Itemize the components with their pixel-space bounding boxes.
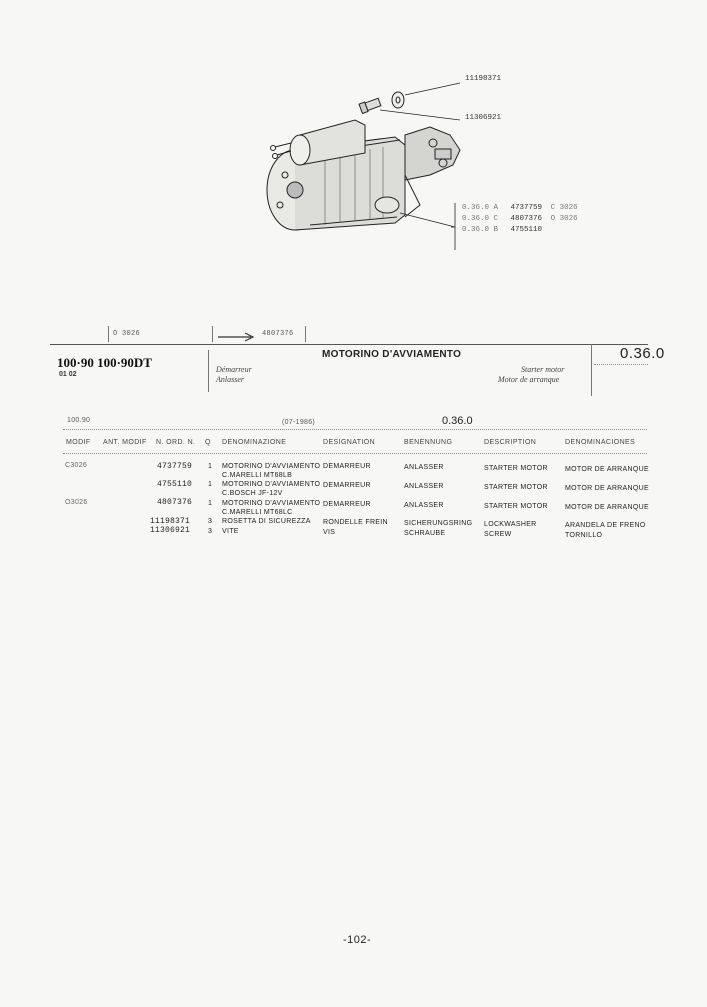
col-german: BENENNUNG bbox=[404, 439, 453, 446]
col-english: DESCRIPTION bbox=[484, 439, 537, 446]
row-french: DEMARREUR bbox=[323, 501, 371, 508]
row-italian: MOTORINO D'AVVIAMENTO bbox=[222, 463, 321, 470]
header-underline bbox=[63, 453, 647, 454]
row-french: RONDELLE FREIN bbox=[323, 519, 388, 526]
row-english: SCREW bbox=[484, 531, 512, 538]
row-italian-note: C.BOSCH JF-12V bbox=[222, 490, 283, 497]
col-spanish: DENOMINACIONES bbox=[565, 439, 636, 446]
row-german: SCHRAUBE bbox=[404, 530, 446, 537]
row-english: STARTER MOTOR bbox=[484, 503, 548, 510]
model-variants: 01 02 bbox=[59, 371, 77, 378]
strip-divider bbox=[108, 326, 109, 342]
modif-ref: O 3026 bbox=[113, 330, 141, 338]
row-modif: C3026 bbox=[65, 462, 88, 469]
header-rule bbox=[594, 364, 648, 365]
col-qty: Q bbox=[205, 439, 211, 446]
drawing-ref-row bbox=[462, 215, 578, 226]
ref-code: 0.36.0 B bbox=[462, 226, 499, 234]
col-ord-num: N. ORD. N. bbox=[156, 439, 196, 446]
ref-modif: O 3026 bbox=[550, 215, 578, 223]
title-german: Anlasser bbox=[216, 375, 244, 384]
row-italian-note: C.MARELLI MT68LC bbox=[222, 509, 293, 516]
row-french: VIS bbox=[323, 529, 336, 536]
sub-section: 0.36.0 bbox=[442, 415, 473, 427]
sub-model: 100.90 bbox=[67, 417, 91, 424]
row-italian-note: C.MARELLI MT68LB bbox=[222, 472, 293, 479]
sub-date: (07-1986) bbox=[282, 419, 316, 426]
row-spanish: ARANDELA DE FRENO bbox=[565, 522, 646, 529]
title-french: Démarreur bbox=[216, 365, 252, 374]
row-spanish: TORNILLO bbox=[565, 532, 603, 539]
row-italian: ROSETTA DI SICUREZZA bbox=[222, 518, 311, 525]
row-spanish: MOTOR DE ARRANQUE bbox=[565, 466, 649, 473]
row-qty: 1 bbox=[208, 500, 213, 507]
section-number: 0.36.0 bbox=[620, 345, 665, 362]
row-qty: 3 bbox=[208, 518, 213, 525]
ref-code: 0.36.0 A bbox=[462, 204, 499, 212]
ref-part: 4755110 bbox=[510, 226, 543, 234]
strip-divider bbox=[305, 326, 306, 342]
sub-rule bbox=[63, 429, 647, 430]
row-english: STARTER MOTOR bbox=[484, 465, 548, 472]
row-spanish: MOTOR DE ARRANQUE bbox=[565, 485, 649, 492]
row-part: 11306921 bbox=[150, 526, 191, 535]
row-english: LOCKWASHER bbox=[484, 521, 537, 528]
row-french: DEMARREUR bbox=[323, 463, 371, 470]
row-english: STARTER MOTOR bbox=[484, 484, 548, 491]
row-part: 11198371 bbox=[150, 517, 191, 526]
drawing-ref-row bbox=[462, 204, 578, 215]
row-qty: 1 bbox=[208, 481, 213, 488]
ref-part: 4737759 bbox=[510, 204, 543, 212]
row-part: 4807376 bbox=[157, 498, 193, 507]
arrow-label: 4807376 bbox=[262, 330, 294, 338]
ref-code: 0.36.0 C bbox=[462, 215, 499, 223]
row-italian: MOTORINO D'AVVIAMENTO bbox=[222, 481, 321, 488]
row-qty: 1 bbox=[208, 463, 213, 470]
page-number: -102- bbox=[343, 934, 372, 946]
model-numbers: 100·90 100·90DT bbox=[57, 355, 152, 370]
drawing-ref-list bbox=[462, 204, 578, 237]
strip-divider bbox=[212, 326, 213, 342]
row-german: ANLASSER bbox=[404, 502, 444, 509]
header-rule bbox=[50, 344, 648, 345]
callout-screw: 11306921 bbox=[465, 114, 502, 122]
row-german: ANLASSER bbox=[404, 483, 444, 490]
header-divider bbox=[591, 344, 592, 396]
title-english: Starter motor bbox=[521, 365, 565, 374]
row-part: 4755110 bbox=[157, 480, 193, 489]
header-divider bbox=[208, 350, 209, 392]
row-italian: MOTORINO D'AVVIAMENTO bbox=[222, 500, 321, 507]
ref-modif: C 3026 bbox=[550, 204, 578, 212]
row-modif: O3026 bbox=[65, 499, 88, 506]
row-italian: VITE bbox=[222, 528, 239, 535]
col-modif: MODIF bbox=[66, 439, 91, 446]
row-spanish: MOTOR DE ARRANQUE bbox=[565, 504, 649, 511]
row-german: ANLASSER bbox=[404, 464, 444, 471]
callout-washer: 11198371 bbox=[465, 75, 502, 83]
ref-part: 4807376 bbox=[510, 215, 543, 223]
drawing-ref-row bbox=[462, 226, 578, 237]
row-part: 4737759 bbox=[157, 462, 193, 471]
row-french: DEMARREUR bbox=[323, 482, 371, 489]
title-spanish: Motor de arranque bbox=[498, 375, 560, 384]
row-qty: 3 bbox=[208, 528, 213, 535]
col-italian: DENOMINAZIONE bbox=[222, 439, 287, 446]
section-title: MOTORINO D'AVVIAMENTO bbox=[322, 349, 462, 360]
row-german: SICHERUNGSRING bbox=[404, 520, 473, 527]
col-ant-modif: ANT. MODIF bbox=[103, 439, 147, 446]
col-french: DESIGNATION bbox=[323, 439, 376, 446]
